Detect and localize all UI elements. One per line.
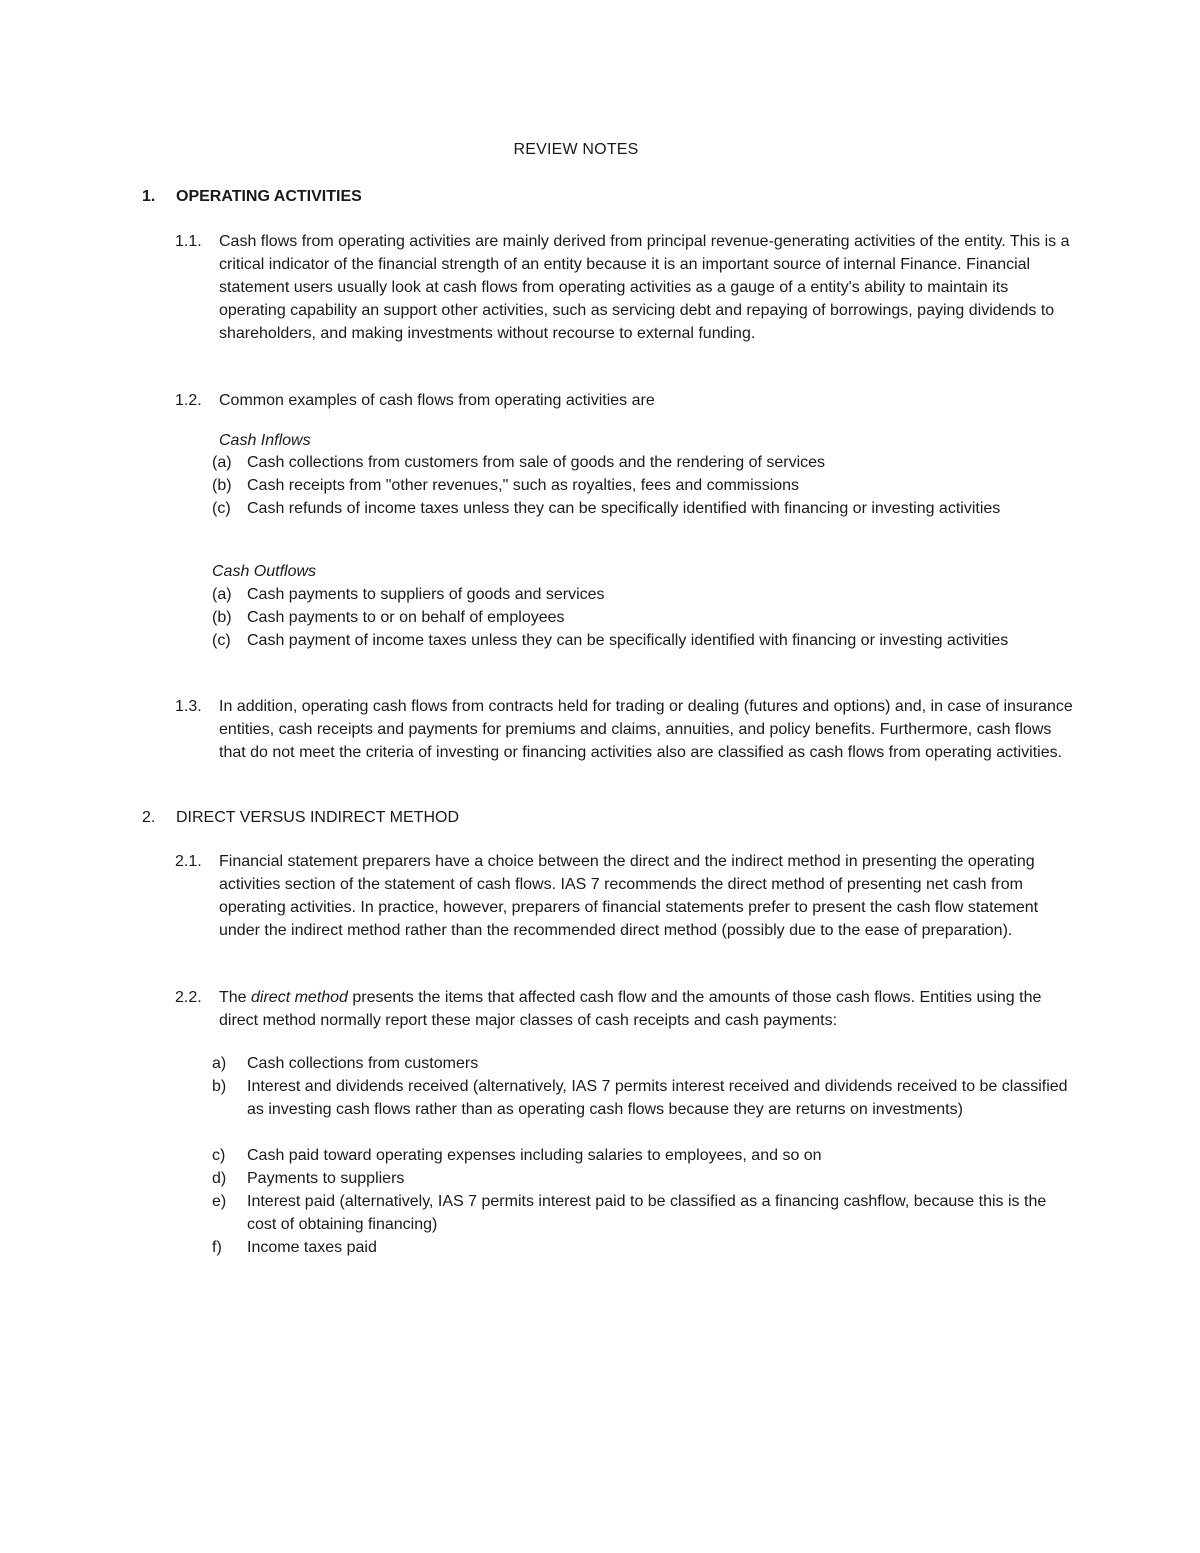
paragraph-text: Financial statement preparers have a choice between the direct and the indirect method in presenting the operating activities section of the statement of cash flows. IAS 7 recommends the direct method of presenting net cash from operating activities. In practice, however, preparers of financial statements prefer to present the cash flow statement under the indirect method rather than the recommended direct method (possibly due to the ease of preparation). bbox=[219, 853, 1039, 939]
list-item bbox=[212, 606, 1072, 629]
list-item-text: Cash collections from customers bbox=[247, 1055, 479, 1072]
list-item-text: Cash paid toward operating expenses including salaries to employees, and so on bbox=[247, 1147, 822, 1164]
list-item bbox=[212, 497, 1072, 520]
list-item-label: (a) bbox=[212, 586, 232, 603]
paragraph-1-1 bbox=[175, 230, 1075, 345]
list-item bbox=[212, 474, 1072, 497]
paragraph-text: Cash flows from operating activities are mainly derived from principal revenue-generating activities of the entity. This is a critical indicator of the financial strength of an entity because it is an important source of internal Finance. Financial statement users usually look at cash flows from operating activities as a gauge of a entity's ability to maintain its operating capability an support other activities, such as servicing debt and repaying of borrowings, paying dividends to shareholders, and making investments without recourse to external funding. bbox=[219, 233, 1070, 342]
paragraph-lead: The bbox=[219, 989, 252, 1006]
section-1-number: 1. bbox=[142, 188, 156, 205]
list-item-text: Interest paid (alternatively, IAS 7 permits interest paid to be classified as a financing cashflow, because this is the cost of obtaining financing) bbox=[247, 1193, 1047, 1233]
paragraph-2-1 bbox=[175, 850, 1075, 942]
section-2-number: 2. bbox=[142, 809, 156, 826]
list-item-label: (a) bbox=[212, 454, 232, 471]
list-item-label: b) bbox=[212, 1078, 227, 1095]
direct-method-term: direct method bbox=[251, 989, 348, 1006]
list-item-label: d) bbox=[212, 1170, 227, 1187]
paragraph-number: 1.3. bbox=[175, 698, 202, 715]
paragraph-1-2 bbox=[175, 389, 1075, 412]
list-item-text: Cash payment of income taxes unless they can be specifically identified with financing or investing activities bbox=[247, 632, 1009, 649]
paragraph-text bbox=[219, 986, 1075, 1032]
list-item bbox=[212, 583, 1072, 606]
list-item-label: a) bbox=[212, 1055, 227, 1072]
list-item-text: Cash refunds of income taxes unless they can be specifically identified with financing or investing activities bbox=[247, 500, 1001, 517]
section-1-title: OPERATING ACTIVITIES bbox=[176, 188, 362, 205]
list-item-text: Payments to suppliers bbox=[247, 1170, 405, 1187]
list-item bbox=[212, 1167, 1072, 1190]
list-item bbox=[212, 629, 1072, 652]
list-item-text: Cash receipts from "other revenues," such as royalties, fees and commissions bbox=[247, 477, 800, 494]
list-item-label: (b) bbox=[212, 609, 232, 626]
list-item-text: Income taxes paid bbox=[247, 1239, 377, 1256]
list-item-label: c) bbox=[212, 1147, 226, 1164]
paragraph-number: 1.2. bbox=[175, 392, 202, 409]
paragraph-1-3 bbox=[175, 695, 1075, 764]
list-item bbox=[212, 1236, 1072, 1259]
section-1-heading bbox=[142, 188, 362, 206]
list-item bbox=[212, 1144, 1072, 1167]
list-item bbox=[212, 451, 1072, 474]
list-item-label: (c) bbox=[212, 632, 231, 649]
list-item bbox=[212, 1075, 1072, 1121]
list-item-label: (b) bbox=[212, 477, 232, 494]
paragraph-number: 1.1. bbox=[175, 233, 202, 250]
list-item-label: (c) bbox=[212, 500, 231, 517]
list-item-label: e) bbox=[212, 1193, 227, 1210]
paragraph-2-2 bbox=[175, 986, 1075, 1032]
list-item-text: Cash collections from customers from sale of goods and the rendering of services bbox=[247, 454, 826, 471]
list-item bbox=[212, 1190, 1072, 1236]
cash-inflows-caption: Cash Inflows bbox=[219, 432, 311, 449]
paragraph-number: 2.1. bbox=[175, 853, 202, 870]
list-item-text: Cash payments to suppliers of goods and services bbox=[247, 586, 605, 603]
section-2-title: DIRECT VERSUS INDIRECT METHOD bbox=[176, 809, 459, 826]
list-item-label: f) bbox=[212, 1239, 222, 1256]
section-2-heading bbox=[142, 809, 459, 827]
paragraph-rest: presents the items that affected cash flow and the amounts of those cash flows. Entities using the direct method normally report these major classes of cash receipts and cash payments: bbox=[219, 989, 1042, 1029]
paragraph-text: Common examples of cash flows from operating activities are bbox=[219, 392, 655, 409]
paragraph-text: In addition, operating cash flows from contracts held for trading or dealing (futures and options) and, in case of insurance entities, cash receipts and payments for premiums and claims, annuities, and policy benefits. Furthermore, cash flows that do not meet the criteria of investing or financing activities also are classified as cash flows from operating activities. bbox=[219, 698, 1073, 761]
page-title: REVIEW NOTES bbox=[513, 141, 639, 158]
list-item-text: Interest and dividends received (alternatively, IAS 7 permits interest received and dividends received to be classified as investing cash flows rather than as operating cash flows because they are returns on investments) bbox=[247, 1078, 1068, 1118]
list-item bbox=[212, 1052, 1072, 1075]
paragraph-number: 2.2. bbox=[175, 989, 202, 1006]
cash-outflows-caption: Cash Outflows bbox=[212, 563, 317, 580]
list-item-text: Cash payments to or on behalf of employees bbox=[247, 609, 565, 626]
